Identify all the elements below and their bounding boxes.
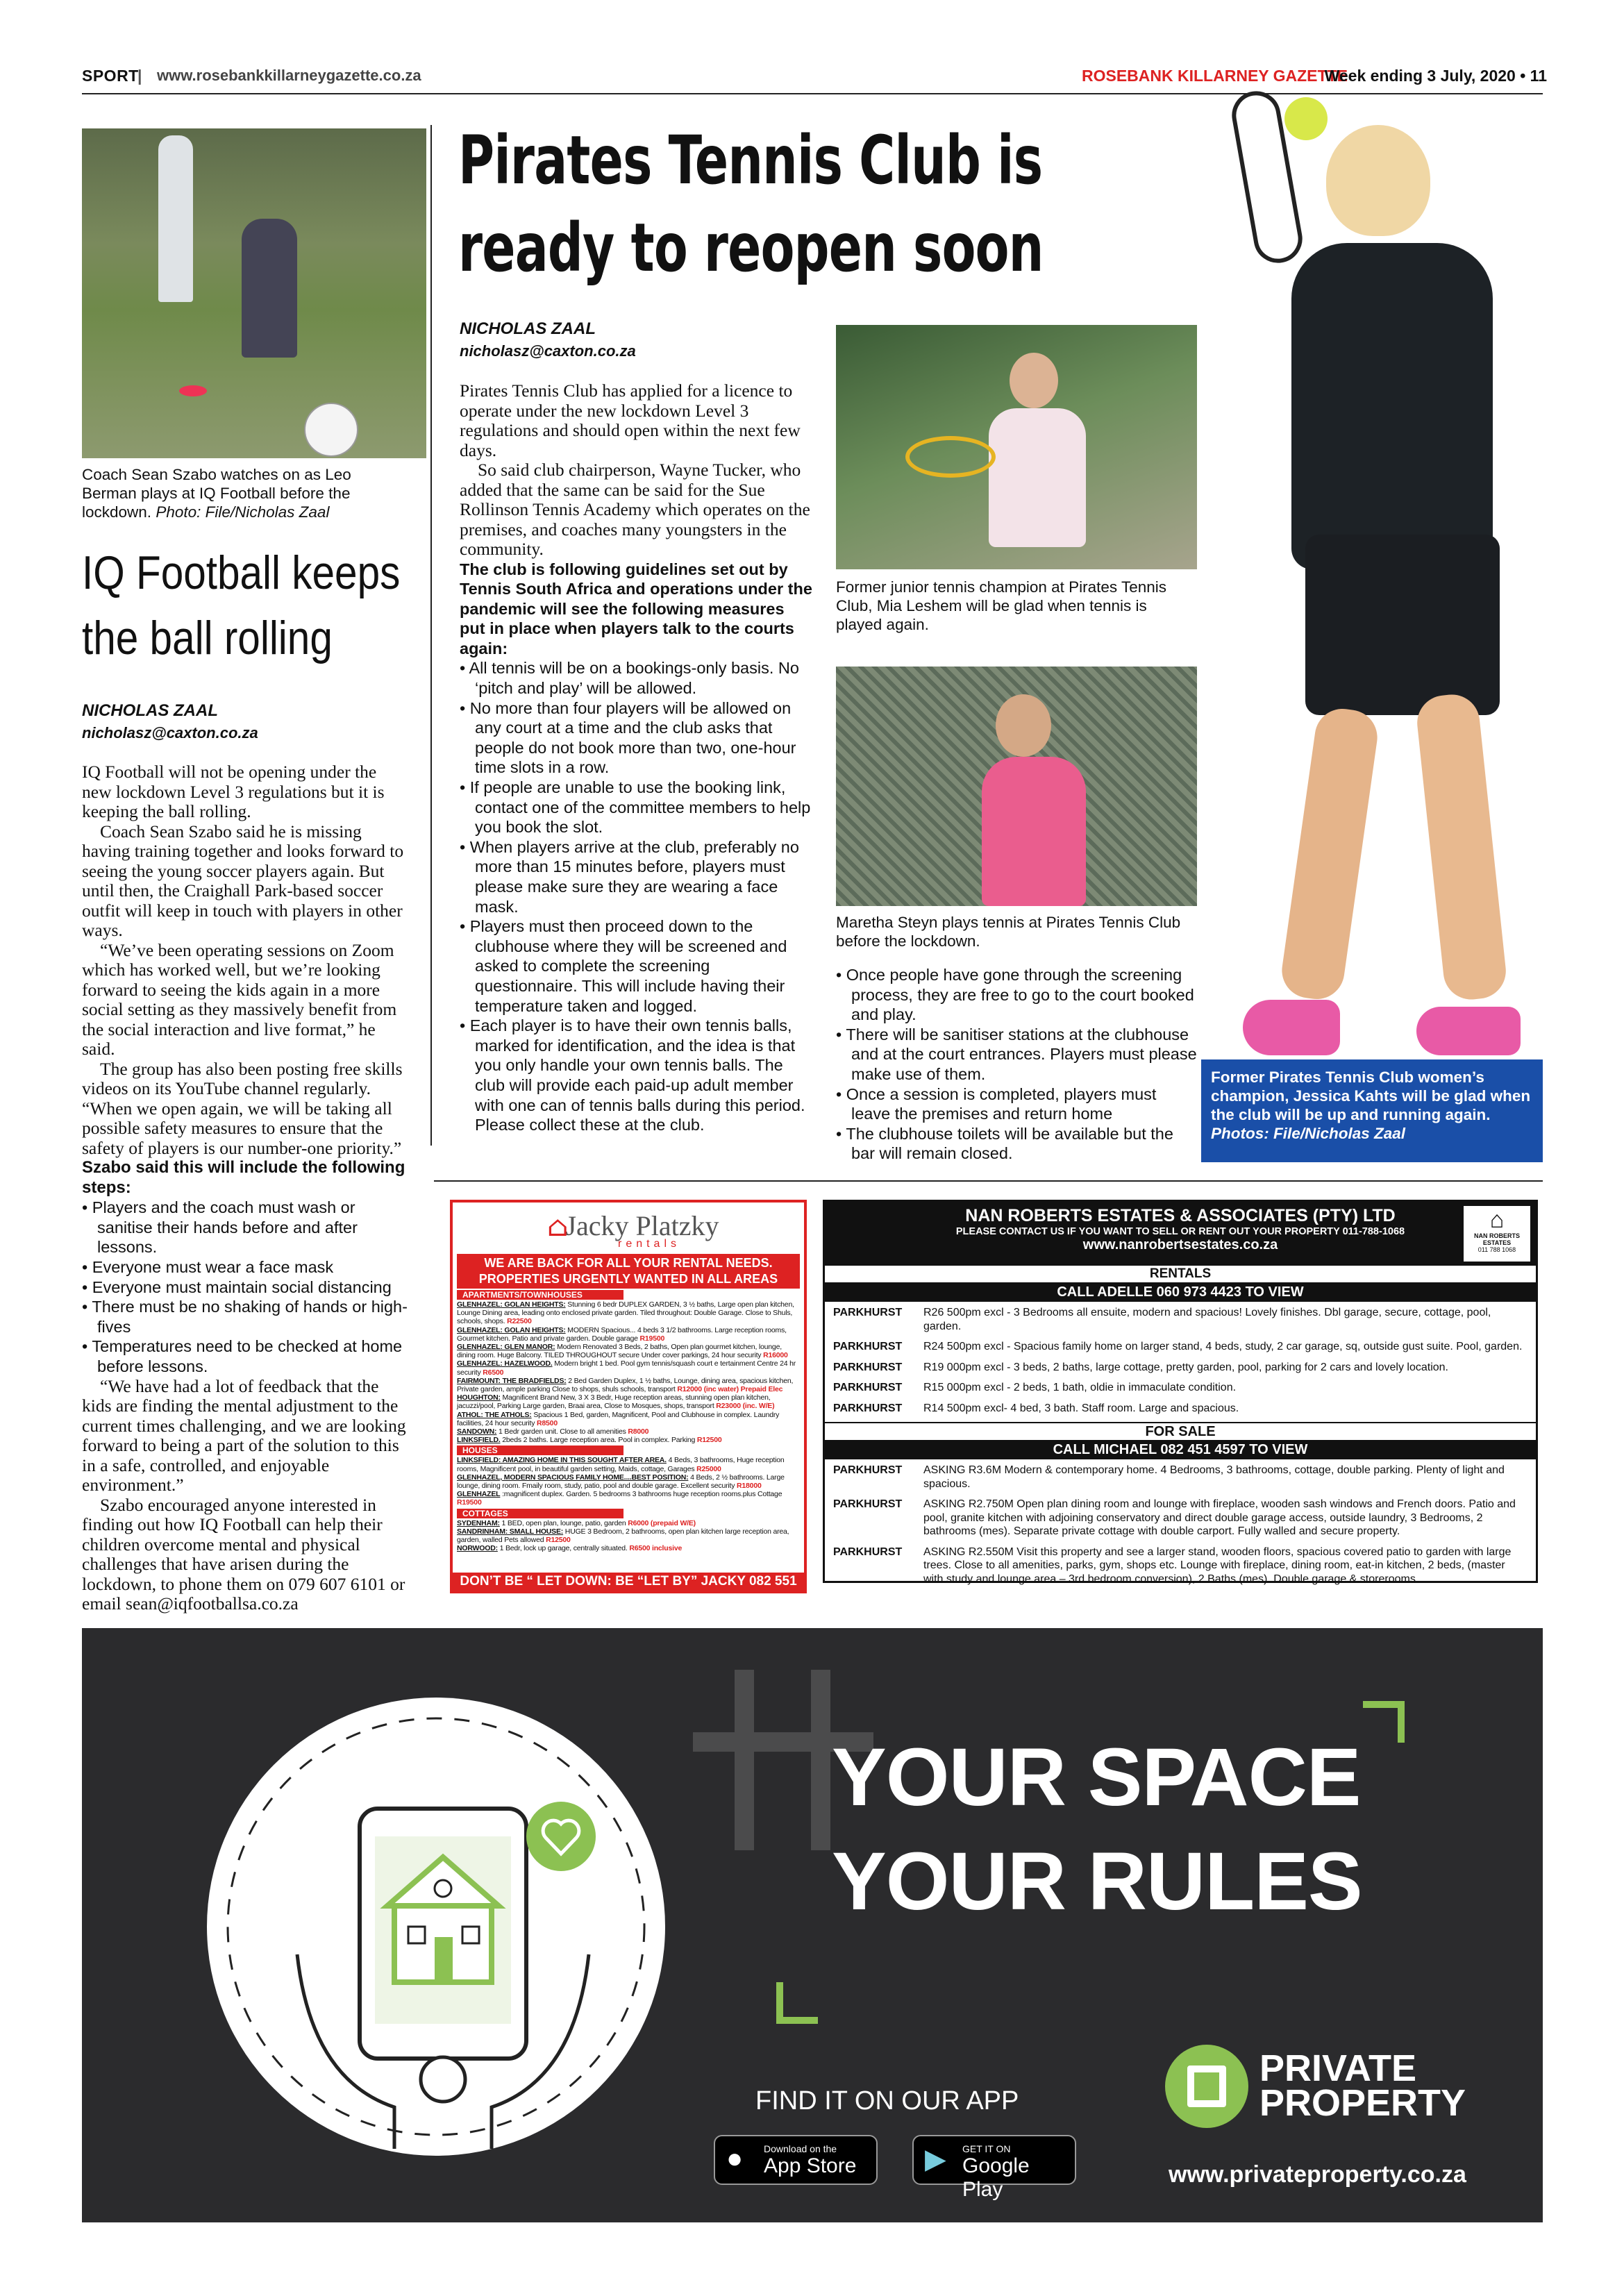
listing-area: LINKSFIELD.: [457, 1436, 501, 1445]
listing-area: GLENHAZEL: GLEN MANOR:: [457, 1343, 555, 1352]
jacky-brand-sub: rentals: [617, 1238, 681, 1250]
find-app-text: FIND IT ON OUR APP: [755, 2086, 1019, 2115]
listing-area: GLENHAZEL: HAZELWOOD.: [457, 1359, 553, 1368]
nan-rentals-list: [825, 1302, 1536, 1415]
nan-logo: [1464, 1206, 1530, 1262]
listing-area: SYDENHAM:: [457, 1518, 500, 1527]
issue-date: Week ending 3 July, 2020 • 11: [1324, 67, 1547, 85]
list-item: • No more than four players will be allowed on any court at a time and the club asks that people do not book more than two, one-hour time slots in a row.: [460, 698, 814, 778]
pp-logo-icon: [1165, 2045, 1248, 2128]
listing-area: GLENHAZEL: GOLAN HEIGHTS:: [457, 1325, 566, 1334]
listing-price: R18000: [737, 1482, 762, 1491]
listing-text: Modern Renovated 3 Beds, 2 baths, Open plan gourmet kitchen, lounge, dining room. Huge Balcony. TILED THROUGHOUT secure Under cover parkings, 24 hour security: [457, 1343, 782, 1360]
list-item: [457, 1519, 800, 1527]
jacky-banner: [457, 1254, 800, 1289]
listing-price: R6500: [483, 1368, 504, 1377]
iq-headline-line2: the ball rolling: [82, 612, 333, 664]
listing-text: R14 500pm excl- 4 bed, 3 bath. Staff room. Large and spacious.: [923, 1402, 1239, 1414]
nan-header: [825, 1202, 1536, 1266]
mia-caption: Former junior tennis champion at Pirates Tennis Club, Mia Leshem will be glad when tennis is played again.: [836, 578, 1167, 633]
nan-website: www.nanrobertsestates.co.za: [1082, 1237, 1278, 1252]
ads-top-rule: [434, 1180, 1543, 1182]
table-row: [833, 1464, 1527, 1491]
nan-logo-house-icon: ⌂: [1489, 1207, 1505, 1233]
jacky-listings-apartments: [457, 1300, 800, 1444]
list-item: • Players must then proceed down to the clubhouse where they will be screened and asked to complete the screening questionnaire. This will include having their temperature taken and logged.: [460, 916, 814, 1016]
listing-area: PARKHURST: [833, 1545, 903, 1558]
maretha-steyn-photo: [836, 667, 1197, 906]
iq-steps-list: [82, 1198, 408, 1376]
nan-roberts-ad: [823, 1200, 1538, 1583]
app-store-small: Download on the: [764, 2143, 837, 2154]
google-play-button[interactable]: [912, 2135, 1076, 2201]
mia-leshem-photo: [836, 325, 1197, 569]
listing-price: R19500: [639, 1334, 665, 1343]
list-item: [457, 1544, 800, 1552]
caption-text: Coach Sean Szabo watches on as Leo Berman plays at IQ Football before the lockdown.: [82, 466, 351, 521]
pp-logo: [1165, 2045, 1484, 2128]
jacky-platzky-ad: [450, 1200, 807, 1607]
listing-area: SANDRINHAM: SMALL HOUSE:: [457, 1527, 564, 1536]
list-item: • If people are unable to use the booking link, contact one of the committee members to help you book the slot.: [460, 778, 814, 837]
table-row: [833, 1306, 1527, 1333]
tennis-measures-list: [460, 658, 814, 1134]
google-play-big: Google Play: [962, 2154, 1030, 2201]
listing-text: ASKING R2.750M Open plan dining room and lounge with fireplace, wooden sash windows and French doors. Patio and pool, granite kitchen with adjoining conservatory and direct double garage access, outside laundry, 3 Bedrooms, 2 bathrooms (mes). Separate private cottage with double carport. Fully walled and secure property.: [923, 1498, 1516, 1537]
list-item: [457, 1343, 800, 1359]
listing-text: MODERN Spacious... 4 beds 3 1/2 bathrooms. Large reception rooms, Gourmet kitchen. Patio and private garden. Double garage: [457, 1325, 787, 1343]
listing-text: HUGE 3 Bedroom, 2 bathrooms, open plan kitchen large reception area, garden, walled Pets allowed: [457, 1527, 789, 1545]
listing-text: Magnificent Brand New, 3 X 3 Bedr, Huge reception areas, stunning open plan kitchen, jacuzzi/pool, Parking Large garden, Braai area, Close to Mosques, shops, transport: [457, 1393, 771, 1411]
pp-url[interactable]: www.privateproperty.co.za: [1169, 2161, 1466, 2188]
site-url: www.rosebankkillarneygazette.co.za: [157, 67, 421, 84]
tennis-email: nicholasz@caxton.co.za: [460, 342, 636, 360]
nan-subtitle: PLEASE CONTACT US IF YOU WANT TO SELL OR RENT OUT YOUR PROPERTY 011-788-1068: [955, 1226, 1405, 1237]
table-row: [833, 1545, 1527, 1586]
header-divider: |: [137, 67, 142, 85]
listing-text: 2beds 2 baths. Large reception area. Pool in complex. Parking: [500, 1436, 697, 1445]
list-item: [457, 1393, 800, 1410]
listing-area: GLENHAZEL: [457, 1490, 501, 1499]
app-store-button[interactable]: [714, 2135, 878, 2185]
jacky-section-apartments: APARTMENTS/TOWNHOUSES: [457, 1290, 623, 1300]
nan-sales-list: [825, 1459, 1536, 1586]
tennis-p1: Pirates Tennis Club has applied for a licence to operate under the new lockdown Level 3 regulations and should open within the next few days.: [460, 380, 801, 460]
listing-text: 2 Bed Garden Duplex, 1 ½ baths, Lounge, dining area, spacious kitchen, Private garden, ample parking Close to shops, shuls schools, transport: [457, 1376, 794, 1394]
jacky-brand: Jacky Platzky: [565, 1210, 719, 1241]
iq-headline-line1: IQ Football keeps: [82, 546, 401, 599]
iq-email: nicholasz@caxton.co.za: [82, 724, 258, 741]
iq-p1: IQ Football will not be opening under the new lockdown Level 3 regulations but it is keeping the ball rolling.: [82, 762, 385, 821]
listing-price: R8000: [628, 1427, 649, 1436]
list-item: • Everyone must maintain social distancing: [82, 1277, 408, 1298]
table-row: [833, 1381, 1527, 1395]
listing-area: GLENHAZEL: GOLAN HEIGHTS:: [457, 1300, 566, 1309]
list-item: • Temperatures need to be checked at home before lessons.: [82, 1336, 408, 1376]
jessica-kahts-photo: [1201, 83, 1534, 1062]
listing-area: GLENHAZEL, MODERN SPACIOUS FAMILY HOME....BEST POSITION:: [457, 1473, 689, 1482]
list-item: • Once people have gone through the screening process, they are free to go to the court booked and play.: [836, 965, 1197, 1025]
listing-text: 1 BED, open plan, lounge, patio, garden: [499, 1518, 628, 1527]
listing-price: R8500: [537, 1418, 558, 1427]
listing-text: 1 Bedr garden unit. Close to all amenities: [496, 1427, 628, 1436]
listing-text: R19 000pm excl - 3 beds, 2 baths, large cottage, pretty garden, pool, parking for 2 cars and lovely location.: [923, 1361, 1448, 1373]
list-item: • Everyone must wear a face mask: [82, 1257, 408, 1277]
pp-brand-2: PROPERTY: [1259, 2082, 1466, 2124]
iq-p6: Szabo encouraged anyone interested in finding out how IQ Football can help their children overcome mental and physical challenges that have arisen during the lockdown, to phone them on 079 607 6101 or email sean@iqfootballsa.co.za: [82, 1494, 405, 1614]
listing-area: LINKSFIELD: AMAZING HOME IN THIS SOUGHT AFTER AREA.: [457, 1456, 667, 1465]
maretha-caption: Maretha Steyn plays tennis at Pirates Tennis Club before the lockdown.: [836, 914, 1181, 950]
listing-price: R19500: [457, 1498, 482, 1507]
listing-price: R16000: [763, 1351, 788, 1360]
list-item: • When players arrive at the club, preferably no more than 15 minutes before, players must please make sure they are wearing a face mask.: [460, 837, 814, 916]
iq-headline: [82, 540, 401, 671]
listing-area: FAIRMOUNT: THE BRADFIELDS:: [457, 1376, 567, 1385]
list-item: [457, 1473, 800, 1490]
listing-area: PARKHURST: [833, 1307, 903, 1318]
iq-p3: “We’ve been operating sessions on Zoom which has worked well, but we’re looking forward to seeing the kids again in a more social setting as they massively benefit from the social interaction and live format,” he said.: [82, 939, 397, 1059]
list-item: [457, 1436, 800, 1444]
nan-rentals-contact: CALL ADELLE 060 973 4423 TO VIEW: [825, 1282, 1536, 1302]
list-item: [457, 1490, 800, 1507]
listing-text: :magnificent duplex. Garden. 5 bedrooms 3 bathrooms huge reception rooms.plus Cottage: [500, 1490, 782, 1499]
listing-text: ASKING R3.6M Modern & contemporary home. 4 Bedrooms, 3 bathrooms, cottage, double parking. Plenty of light and spacious.: [923, 1464, 1505, 1490]
jacky-logo: [457, 1207, 800, 1254]
tennis-byline: NICHOLAS ZAAL: [460, 319, 596, 338]
jacky-listings-cottages: [457, 1519, 800, 1553]
listing-area: SANDOWN:: [457, 1427, 497, 1436]
list-item: [457, 1377, 800, 1393]
pp-headline-line2: YOUR RULES: [832, 1836, 1362, 1927]
listing-price: R12500: [546, 1536, 571, 1545]
listing-area: PARKHURST: [833, 1402, 903, 1414]
listing-area: NORWOOD:: [457, 1544, 498, 1553]
list-item: • Players and the coach must wash or sanitise their hands before and after lessons.: [82, 1198, 408, 1257]
iq-steps-lead: Szabo said this will include the following steps:: [82, 1158, 405, 1197]
table-row: [833, 1340, 1527, 1354]
nan-sale-label: FOR SALE: [825, 1422, 1536, 1440]
tennis-p2: So said club chairperson, Wayne Tucker, who added that the same can be said for the Sue Rollinson Tennis Academy which operates on the premises, and coaches many youngsters in the community.: [460, 460, 810, 559]
listing-area: ATHOL: THE ATHOLS:: [457, 1410, 532, 1419]
listing-text: Modern bright 1 bed. Pool gym tennis/squash court e tertainment Centre 24 hr security: [457, 1359, 796, 1377]
listing-price: R6500 inclusive: [629, 1544, 683, 1553]
listing-area: PARKHURST: [833, 1464, 903, 1476]
jacky-listings-houses: [457, 1456, 800, 1507]
iq-photo-caption: [82, 465, 401, 521]
jacky-banner-line2: PROPERTIES URGENTLY WANTED IN ALL AREAS: [478, 1272, 778, 1286]
table-row: [833, 1402, 1527, 1416]
listing-price: R6000 (prepaid W/E): [628, 1518, 696, 1527]
nan-logo-text: NAN ROBERTS ESTATES: [1473, 1232, 1520, 1246]
jacky-footer: DON’T BE “ LET DOWN: BE “LET BY” JACKY 082 551 8682: [453, 1573, 804, 1591]
nan-rentals-label: RENTALS: [1149, 1266, 1212, 1281]
list-item: • There will be sanitiser stations at the clubhouse and at the court entrances. Players must please make use of them.: [836, 1025, 1197, 1084]
listing-area: HOUGHTON:: [457, 1393, 501, 1402]
list-item: [457, 1527, 800, 1544]
table-row: [833, 1361, 1527, 1375]
listing-price: R12000 (inc water) Prepaid Elec: [677, 1385, 783, 1394]
listing-price: R22500: [507, 1317, 532, 1326]
listing-price: R25000: [696, 1464, 721, 1473]
listing-text: 4 Beds, 3 bathrooms, Huge reception rooms, Magnificent pool, in beautiful garden setting, Maids, cottage, Garages: [457, 1456, 785, 1473]
list-item: • Each player is to have their own tennis balls, marked for identification, and the idea is that you only handle your own tennis balls. The club will provide each paid-up adult member with one can of tennis balls during this period. Please collect these at the club.: [460, 1016, 814, 1135]
listing-text: Spacious 1 Bed, garden, Magnificent, Pool and Clubhouse in complex. Laundry facilities, 24 hour security: [457, 1410, 780, 1427]
tennis-lead: The club is following guidelines set out by Tennis South Africa and operations under the pandemic will see the following measures put in place when players talk to the courts again:: [460, 560, 812, 657]
private-property-ad: [82, 1628, 1543, 2222]
nan-sale-contact: CALL MICHAEL 082 451 4597 TO VIEW: [825, 1440, 1536, 1459]
list-item: [457, 1326, 800, 1343]
jessica-caption: Former Pirates Tennis Club women’s champion, Jessica Kahts will be glad when the club will be up and running again.: [1211, 1069, 1531, 1123]
tennis-measures-list-2: [836, 965, 1197, 1164]
list-item: • Once a session is completed, players must leave the premises and return home: [836, 1084, 1197, 1124]
pp-headline-line1: YOUR SPACE: [832, 1732, 1361, 1823]
list-item: [457, 1300, 800, 1326]
iq-body: [82, 762, 408, 1614]
section-label: SPORT: [82, 67, 139, 85]
jessica-caption-credit: Photos: File/Nicholas Zaal: [1211, 1125, 1406, 1142]
list-item: [457, 1427, 800, 1436]
list-item: [457, 1456, 800, 1473]
list-item: • The clubhouse toilets will be available but the bar will remain closed.: [836, 1124, 1197, 1164]
tennis-body-col2: [836, 965, 1197, 1164]
google-play-small: GET IT ON: [962, 2143, 1011, 2154]
listing-area: PARKHURST: [833, 1498, 903, 1510]
pp-headline: [832, 1725, 1362, 1934]
nan-title: NAN ROBERTS ESTATES & ASSOCIATES (PTY) LTD: [965, 1206, 1396, 1225]
list-item: [457, 1359, 800, 1376]
listing-text: ASKING R2.550M Visit this property and see a larger stand, wooden floors, spacious covered patio to garden with large trees. Close to all amenities, parks, gym, shops etc. Lounge with fireplace, dining room, eat-in kitchen, 2 beds, (master with study and lounge area – 3rd bedroom conversion), 2 Baths (mes). Double garage & storerooms.: [923, 1545, 1512, 1585]
listing-price: R12500: [696, 1436, 722, 1445]
listing-area: PARKHURST: [833, 1341, 903, 1352]
column-divider: [430, 125, 432, 1146]
paper-name: ROSEBANK KILLARNEY GAZETTE: [1082, 67, 1348, 85]
listing-text: 1 Bedr, lock up garage, centrally situated.: [497, 1544, 630, 1553]
tennis-body-col1: [460, 381, 814, 1135]
list-item: • All tennis will be on a bookings-only basis. No ‘pitch and play’ will be allowed.: [460, 658, 814, 698]
listing-text: 4 Beds, 2 ½ bathrooms. Large lounge, dining room. Fmaily room, study, patio, pool and double garage. Excellent security: [457, 1473, 785, 1491]
nan-logo-sub: 011 788 1068: [1477, 1246, 1516, 1253]
app-store-big: App Store: [764, 2154, 857, 2177]
listing-area: PARKHURST: [833, 1382, 903, 1393]
iq-football-photo: [82, 128, 426, 458]
listing-text: Stunning 6 bedr DUPLEX GARDEN, 3 ½ baths, Large open plan kitchen, Lounge Dining area, leading onto enclosed private garden. Tiled throughout: Double Garage. Close to Shuls, schools, shops.: [457, 1300, 794, 1326]
iq-p4: The group has also been posting free skills videos on its YouTube channel regularly. “When we open again, we will be taking all possible safety measures to ensure that the safety of players is our number-one priority.”: [82, 1058, 403, 1158]
listing-text: R26 500pm excl - 3 Bedrooms all ensuite, modern and spacious! Lovely finishes. Dbl garage, secure, cottage, pool, garden.: [923, 1307, 1491, 1332]
app-illustration: [172, 1663, 700, 2190]
list-item: • There must be no shaking of hands or high-fives: [82, 1297, 408, 1336]
house-icon: ⌂: [547, 1211, 569, 1243]
caption-credit: Photo: File/Nicholas Zaal: [156, 503, 330, 521]
tennis-headline-line2: ready to reopen soon: [458, 209, 1044, 287]
list-item: [457, 1411, 800, 1427]
iq-byline: NICHOLAS ZAAL: [82, 701, 218, 720]
jacky-section-houses: HOUSES: [457, 1446, 623, 1455]
jessica-caption-box: [1201, 1059, 1543, 1162]
apple-icon: ●: [726, 2143, 744, 2174]
listing-text: R15 000pm excl - 2 beds, 1 bath, oldie in immaculate condition.: [923, 1382, 1237, 1393]
iq-p5: “We have had a lot of feedback that the kids are finding the mental adjustment to the current times challenging, and we are looking forward to being a part of the solution to this in a safe, controlled, and enjoyable environment.”: [82, 1375, 406, 1495]
iq-p2: Coach Sean Szabo said he is missing having training together and looks forward to seeing the young soccer players again. But until then, the Craighall Park-based soccer outfit will keep in touch with players in other ways.: [82, 821, 404, 940]
jacky-banner-line1: WE ARE BACK FOR ALL YOUR RENTAL NEEDS.: [484, 1256, 773, 1270]
table-row: [833, 1498, 1527, 1539]
play-icon: ▶: [925, 2144, 946, 2175]
tennis-headline-line1: Pirates Tennis Club is: [458, 121, 1043, 199]
decorative-bracket-top: [1363, 1701, 1405, 1743]
listing-text: R24 500pm excl - Spacious family home on larger stand, 4 beds, study, 2 car garage, sq, outside gust suite. Pool, garden.: [923, 1341, 1523, 1352]
tennis-headline: [458, 117, 1075, 292]
decorative-bracket-bottom: [776, 1982, 818, 2024]
listing-price: R23000 (inc. W/E): [716, 1402, 775, 1411]
listing-area: PARKHURST: [833, 1361, 903, 1373]
pp-brand-1: PRIVATE: [1259, 2047, 1417, 2089]
jacky-section-cottages: COTTAGES: [457, 1509, 623, 1518]
